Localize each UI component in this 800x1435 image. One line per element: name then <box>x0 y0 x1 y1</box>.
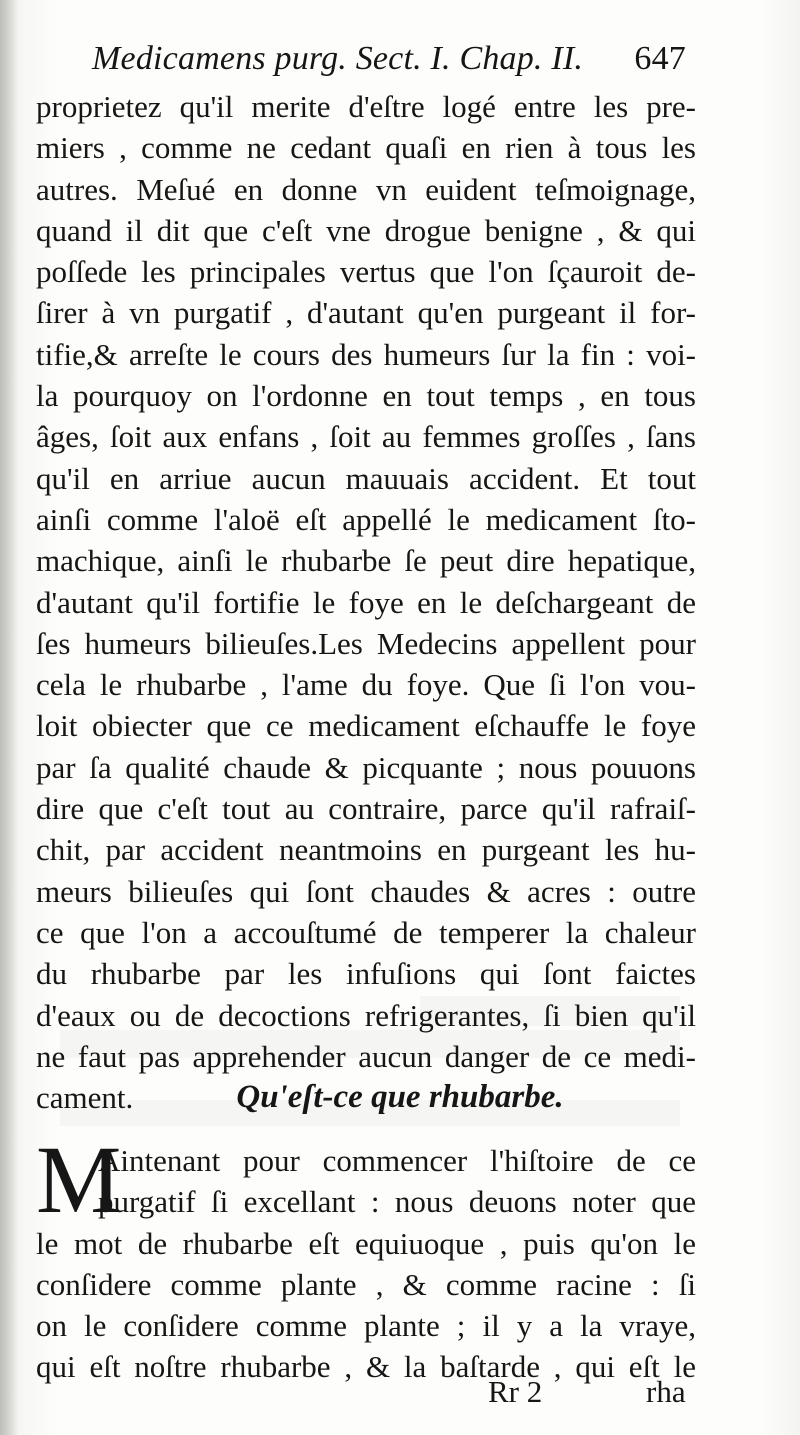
paragraph-continued <box>36 86 696 1118</box>
section-heading: Qu'eſt-ce que rhubarbe. <box>236 1079 564 1116</box>
text-line: loit obiecter que ce medicament eſchauffe le foye <box>36 708 696 744</box>
running-head-title: Medicamens purg. Sect. I. Chap. II. <box>92 40 584 77</box>
text-line: ne faut pas apprehender aucun danger de ce medi- <box>36 1038 696 1074</box>
text-line: chit, par accident neantmoins en purgeant les hu- <box>36 832 696 868</box>
text-line: purgatif ſi excellant : nous deuons noter que <box>98 1184 696 1220</box>
paragraph-new-section <box>36 1126 696 1388</box>
text-line: Aintenant pour commencer l'hiſtoire de ce <box>98 1143 696 1178</box>
drop-cap: M <box>36 1126 122 1233</box>
text-line: machique, ainſi le rhubarbe ſe peut dire hepatique, <box>36 543 696 579</box>
text-line: d'autant qu'il fortifie le foye en le deſchargeant de <box>36 584 696 620</box>
page-number: 647 <box>634 40 686 77</box>
text-line: d'eaux ou de decoctions refrigerantes, ſi bien qu'il <box>36 997 696 1033</box>
text-line: tifie,& arreſte le cours des humeurs ſur la fin : voi- <box>36 336 696 372</box>
text-line: autres. Meſué en donne vn euident teſmoignage, <box>36 171 696 207</box>
text-line: cela le rhubarbe , l'ame du foye. Que ſi l'on vou- <box>36 667 696 703</box>
text-line: par ſa qualité chaude & picquante ; nous pouuons <box>36 749 696 785</box>
text-line: conſidere comme plante , & comme racine : ſi <box>36 1266 696 1302</box>
text-line: proprietez qu'il merite d'eſtre logé entre les pre- <box>36 89 696 124</box>
text-line: ſes humeurs bilieuſes.Les Medecins appellent pour <box>36 625 696 661</box>
text-line: quand il dit que c'eſt vne drogue benigne , & qui <box>36 212 696 248</box>
text-line: meurs bilieuſes qui ſont chaudes & acres : outre <box>36 873 696 909</box>
text-line: qui eſt noſtre rhubarbe , & la baſtarde , qui eſt le <box>36 1349 696 1385</box>
text-line: miers , comme ne cedant quaſi en rien à tous les <box>36 130 696 166</box>
text-line: la pourquoy on l'ordonne en tout temps , en tous <box>36 378 696 414</box>
catchword: rha <box>646 1374 686 1409</box>
text-line: dire que c'eſt tout au contraire, parce qu'il rafraiſ- <box>36 791 696 827</box>
text-line: âges, ſoit aux enfans , ſoit au femmes groſſes , ſans <box>36 419 696 455</box>
text-line: ce que l'on a accouſtumé de temperer la chaleur <box>36 914 696 950</box>
text-line: on le conſidere comme plante ; il y a la vraye, <box>36 1308 696 1344</box>
text-line: ſirer à vn purgatif , d'autant qu'en purgeant il for- <box>36 295 696 331</box>
text-line: poſſede les principales vertus que l'on ſçauroit de- <box>36 254 696 290</box>
text-line: le mot de rhubarbe eſt equiuoque , puis qu'on le <box>36 1225 696 1261</box>
text-line: cament. <box>36 1080 134 1116</box>
text-line: qu'il en arriue aucun mauuais accident. Et tout <box>36 460 696 496</box>
signature-mark: Rr 2 <box>488 1374 543 1409</box>
text-line: ainſi comme l'aloë eſt appellé le medicament ſto- <box>36 501 696 537</box>
running-head <box>92 40 692 86</box>
gutter-shadow <box>0 0 18 1435</box>
text-line: du rhubarbe par les infuſions qui ſont faictes <box>36 956 696 992</box>
